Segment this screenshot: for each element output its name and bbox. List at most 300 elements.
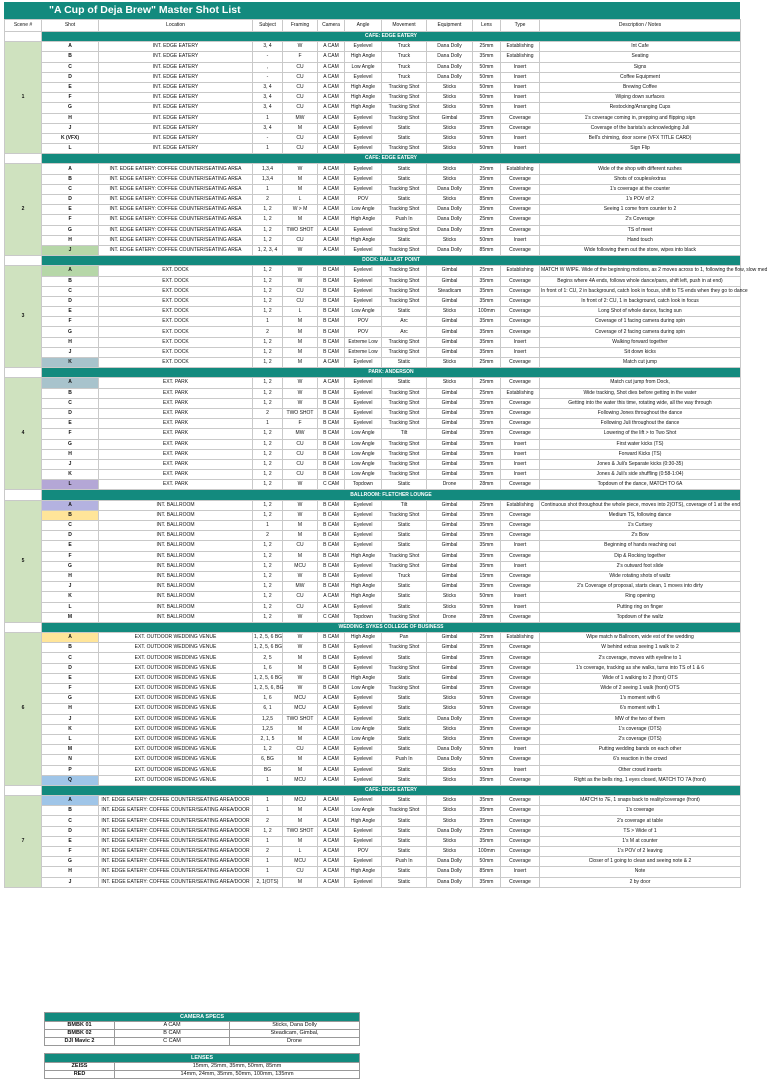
subject-cell: 1, 2, 5, 6 BG — [253, 633, 283, 643]
subject-cell: 3, 4 — [253, 103, 283, 113]
subject-cell: 1,3,4 — [253, 164, 283, 174]
section-header-blank — [5, 622, 42, 632]
camera-cell: B CAM — [318, 317, 345, 327]
framing-cell: M — [283, 317, 318, 327]
subject-cell: 1, 2 — [253, 286, 283, 296]
lens-cell: 35mm — [473, 429, 501, 439]
type-cell: Insert — [501, 459, 540, 469]
shot-cell: B — [42, 510, 99, 520]
location-cell: INT. BALLROOM — [99, 551, 253, 561]
framing-cell: W — [283, 164, 318, 174]
framing-cell: W — [283, 500, 318, 510]
equipment-cell: Sticks — [427, 103, 473, 113]
framing-cell: MW — [283, 582, 318, 592]
subject-cell: 1, 2 — [253, 215, 283, 225]
type-cell: Establishing — [501, 388, 540, 398]
location-cell: INT. EDGE EATERY — [99, 42, 253, 52]
table-row — [5, 123, 741, 133]
movement-cell: Tracking Shot — [382, 296, 427, 306]
location-cell: EXT. OUTDOOR WEDDING VENUE — [99, 643, 253, 653]
movement-cell: Static — [382, 174, 427, 184]
lens-cell: 35mm — [473, 449, 501, 459]
section-header — [5, 32, 741, 42]
subject-cell: 2 — [253, 531, 283, 541]
movement-cell: Static — [382, 378, 427, 388]
framing-cell: CU — [283, 439, 318, 449]
camera-cell: B CAM — [318, 633, 345, 643]
description-cell: 1's Curtsey — [540, 521, 741, 531]
type-cell: Coverage — [501, 684, 540, 694]
type-cell: Insert — [501, 93, 540, 103]
lens-cell: 35mm — [473, 643, 501, 653]
section-header — [5, 256, 741, 266]
equipment-cell: Gimbal — [427, 551, 473, 561]
movement-cell: Static — [382, 847, 427, 857]
angle-cell: Eyelevel — [345, 398, 382, 408]
table-row — [5, 612, 741, 622]
location-cell: EXT. OUTDOOR WEDDING VENUE — [99, 704, 253, 714]
camera-cell: A CAM — [318, 62, 345, 72]
equipment-cell: Sticks — [427, 816, 473, 826]
camera-cell: B CAM — [318, 531, 345, 541]
section-header-blank — [5, 256, 42, 266]
description-cell: Medium TS, following dance — [540, 510, 741, 520]
camera-cell: A CAM — [318, 816, 345, 826]
shot-cell: A — [42, 796, 99, 806]
location-cell: EXT. DOCK — [99, 347, 253, 357]
camera-cell: B CAM — [318, 276, 345, 286]
table-row — [5, 398, 741, 408]
section-header — [5, 622, 741, 632]
equipment-cell: Gimbal — [427, 521, 473, 531]
location-cell: EXT. DOCK — [99, 276, 253, 286]
type-cell: Establishing — [501, 42, 540, 52]
framing-cell: CU — [283, 62, 318, 72]
type-cell: Coverage — [501, 734, 540, 744]
subject-cell: 1 — [253, 144, 283, 154]
camera-cell: B CAM — [318, 327, 345, 337]
equipment-cell: Dana Dolly — [427, 205, 473, 215]
lenses-header — [45, 1054, 360, 1063]
camera-cell: A CAM — [318, 52, 345, 62]
description-cell: 1's coverage (OTS) — [540, 724, 741, 734]
camera-spec-row — [45, 1030, 360, 1038]
table-row — [5, 429, 741, 439]
location-cell: EXT. DOCK — [99, 286, 253, 296]
angle-cell: High Angle — [345, 867, 382, 877]
type-cell: Coverage — [501, 205, 540, 215]
equipment-cell: Gimbal — [427, 653, 473, 663]
angle-cell: POV — [345, 195, 382, 205]
movement-cell: Tracking Shot — [382, 663, 427, 673]
description-cell: Hand touch — [540, 235, 741, 245]
equipment-cell: Gimbal — [427, 296, 473, 306]
angle-cell: Eyelevel — [345, 388, 382, 398]
equipment-cell: Drone — [427, 612, 473, 622]
type-cell: Insert — [501, 765, 540, 775]
lens-cell: 28mm — [473, 612, 501, 622]
movement-cell: Tilt — [382, 500, 427, 510]
movement-cell: Static — [382, 704, 427, 714]
equipment-cell: Gimbal — [427, 398, 473, 408]
lens-cell: 50mm — [473, 103, 501, 113]
table-row — [5, 358, 741, 368]
movement-cell: Truck — [382, 42, 427, 52]
angle-cell: Eyelevel — [345, 123, 382, 133]
camera-cell: A CAM — [318, 765, 345, 775]
lens-cell: 35mm — [473, 714, 501, 724]
camera-cell: B CAM — [318, 286, 345, 296]
description-cell: MW of the two of them — [540, 714, 741, 724]
description-cell: Int Cafe — [540, 42, 741, 52]
camera-cell: B CAM — [318, 449, 345, 459]
description-cell: Wipe match w Ballroom, wide est of the wedding — [540, 633, 741, 643]
equipment-cell: Gimbal — [427, 276, 473, 286]
location-cell: INT. BALLROOM — [99, 521, 253, 531]
type-cell: Insert — [501, 235, 540, 245]
lens-cell: 25mm — [473, 215, 501, 225]
lens-cell: 35mm — [473, 174, 501, 184]
subject-cell: 1, 2 — [253, 347, 283, 357]
shot-cell: N — [42, 755, 99, 765]
description-cell: Coverage of 1 facing camera during spin — [540, 317, 741, 327]
camera-cell: A CAM — [318, 93, 345, 103]
equipment-cell: Gimbal — [427, 571, 473, 581]
description-cell: 1's POV of 2 leaving — [540, 847, 741, 857]
table-row — [5, 694, 741, 704]
location-cell: EXT. OUTDOOR WEDDING VENUE — [99, 724, 253, 734]
lens-cell: 35mm — [473, 684, 501, 694]
angle-cell: Eyelevel — [345, 571, 382, 581]
camera-cell: B CAM — [318, 653, 345, 663]
table-row — [5, 806, 741, 816]
shot-cell: G — [42, 857, 99, 867]
equipment-cell: Sticks — [427, 82, 473, 92]
location-cell: INT. BALLROOM — [99, 571, 253, 581]
type-cell: Insert — [501, 867, 540, 877]
lens-cell: 35mm — [473, 347, 501, 357]
location-cell: INT. BALLROOM — [99, 602, 253, 612]
framing-cell: TWO SHOT — [283, 408, 318, 418]
subject-cell: 1, 2, 5, 6, BG — [253, 684, 283, 694]
lens-cell: 50mm — [473, 694, 501, 704]
shot-cell: G — [42, 439, 99, 449]
location-cell: EXT. PARK — [99, 459, 253, 469]
angle-cell: Eyelevel — [345, 358, 382, 368]
movement-cell: Static — [382, 867, 427, 877]
camera-cell: A CAM — [318, 694, 345, 704]
type-cell: Coverage — [501, 429, 540, 439]
equipment-cell: Sticks — [427, 358, 473, 368]
camera-model: DJI Mavic 2 — [45, 1038, 115, 1046]
framing-cell: TWO SHOT — [283, 714, 318, 724]
equipment-cell: Sticks — [427, 235, 473, 245]
camera-cell: A CAM — [318, 113, 345, 123]
location-cell: INT. EDGE EATERY: COFFEE COUNTER/SEATING AREA/DOOR — [99, 796, 253, 806]
angle-cell: Eyelevel — [345, 714, 382, 724]
lens-cell: 35mm — [473, 582, 501, 592]
equipment-cell: Gimbal — [427, 633, 473, 643]
description-cell: Jones & Juli's Separate kicks (0:30-35) — [540, 459, 741, 469]
shot-cell: A — [42, 633, 99, 643]
shot-cell: K (VFX) — [42, 133, 99, 143]
angle-cell: Eyelevel — [345, 245, 382, 255]
scene-number: 6 — [5, 633, 42, 786]
angle-cell: Extreme Low — [345, 337, 382, 347]
table-row — [5, 52, 741, 62]
camera-cell: B CAM — [318, 459, 345, 469]
framing-cell: F — [283, 52, 318, 62]
angle-cell: Eyelevel — [345, 225, 382, 235]
lens-cell: 35mm — [473, 541, 501, 551]
lens-cell: 35mm — [473, 337, 501, 347]
movement-cell: Tracking Shot — [382, 561, 427, 571]
section-header-blank — [5, 785, 42, 795]
camera-cell: B CAM — [318, 571, 345, 581]
camera-cell: A CAM — [318, 174, 345, 184]
table-row — [5, 93, 741, 103]
angle-cell: High Angle — [345, 235, 382, 245]
lens-cell: 100mm — [473, 847, 501, 857]
camera-equipment: Steadicam, Gimbal, — [230, 1030, 360, 1038]
lens-row — [45, 1063, 360, 1071]
camera-label: A CAM — [115, 1022, 230, 1030]
table-row — [5, 245, 741, 255]
camera-cell: A CAM — [318, 724, 345, 734]
framing-cell: CU — [283, 470, 318, 480]
table-row — [5, 276, 741, 286]
shot-cell: F — [42, 551, 99, 561]
location-cell: EXT. DOCK — [99, 317, 253, 327]
subject-cell: 1, 2 — [253, 561, 283, 571]
camera-cell: A CAM — [318, 704, 345, 714]
table-row — [5, 714, 741, 724]
table-row — [5, 144, 741, 154]
table-row — [5, 307, 741, 317]
lens-brand: ZEISS — [45, 1063, 115, 1071]
subject-cell: 1, 2 — [253, 571, 283, 581]
framing-cell: W — [283, 276, 318, 286]
equipment-cell: Dana Dolly — [427, 62, 473, 72]
framing-cell: MCU — [283, 561, 318, 571]
angle-cell: Eyelevel — [345, 561, 382, 571]
scene-number: 2 — [5, 164, 42, 256]
movement-cell: Static — [382, 796, 427, 806]
angle-cell: Eyelevel — [345, 184, 382, 194]
angle-cell: Eyelevel — [345, 408, 382, 418]
shot-list-sheet — [4, 2, 767, 888]
shot-cell: J — [42, 245, 99, 255]
angle-cell: Eyelevel — [345, 266, 382, 276]
column-header-shot: Shot — [42, 20, 99, 32]
table-row — [5, 459, 741, 469]
location-cell: INT. EDGE EATERY — [99, 113, 253, 123]
angle-cell: Eyelevel — [345, 663, 382, 673]
framing-cell: CU — [283, 867, 318, 877]
lens-cell: 35mm — [473, 205, 501, 215]
equipment-cell: Dana Dolly — [427, 225, 473, 235]
location-cell: INT. EDGE EATERY: COFFEE COUNTER/SEATING AREA/DOOR — [99, 816, 253, 826]
equipment-cell: Sticks — [427, 174, 473, 184]
lens-cell: 35mm — [473, 816, 501, 826]
equipment-cell: Gimbal — [427, 459, 473, 469]
shot-cell: F — [42, 215, 99, 225]
angle-cell: Eyelevel — [345, 796, 382, 806]
camera-cell: A CAM — [318, 358, 345, 368]
section-header — [5, 368, 741, 378]
camera-cell: A CAM — [318, 82, 345, 92]
camera-cell: A CAM — [318, 602, 345, 612]
subject-cell: - — [253, 52, 283, 62]
type-cell: Insert — [501, 133, 540, 143]
description-cell: 6's reaction in the crowd — [540, 755, 741, 765]
movement-cell: Tracking Shot — [382, 398, 427, 408]
table-row — [5, 347, 741, 357]
angle-cell: High Angle — [345, 816, 382, 826]
location-cell: EXT. DOCK — [99, 337, 253, 347]
framing-cell: MCU — [283, 694, 318, 704]
angle-cell: Eyelevel — [345, 877, 382, 887]
movement-cell: Tracking Shot — [382, 144, 427, 154]
type-cell: Coverage — [501, 816, 540, 826]
shot-cell: P — [42, 765, 99, 775]
subject-cell: 1, 6 — [253, 694, 283, 704]
shot-cell: D — [42, 195, 99, 205]
framing-cell: M — [283, 123, 318, 133]
camera-model: BMBK 02 — [45, 1030, 115, 1038]
movement-cell: Static — [382, 745, 427, 755]
camera-cell: A CAM — [318, 867, 345, 877]
table-row — [5, 205, 741, 215]
angle-cell: Low Angle — [345, 429, 382, 439]
lens-cell: 35mm — [473, 775, 501, 785]
equipment-cell: Sticks — [427, 694, 473, 704]
camera-cell: B CAM — [318, 663, 345, 673]
location-cell: EXT. PARK — [99, 398, 253, 408]
shot-cell: G — [42, 327, 99, 337]
angle-cell: High Angle — [345, 551, 382, 561]
movement-cell: Tilt — [382, 429, 427, 439]
type-cell: Coverage — [501, 327, 540, 337]
location-cell: EXT. OUTDOOR WEDDING VENUE — [99, 673, 253, 683]
angle-cell: High Angle — [345, 673, 382, 683]
movement-cell: Static — [382, 582, 427, 592]
location-cell: INT. EDGE EATERY: COFFEE COUNTER/SEATING AREA — [99, 205, 253, 215]
camera-cell: B CAM — [318, 439, 345, 449]
location-cell: EXT. PARK — [99, 480, 253, 490]
angle-cell: Eyelevel — [345, 653, 382, 663]
table-row — [5, 439, 741, 449]
subject-cell: 6, BG — [253, 755, 283, 765]
subject-cell: - — [253, 72, 283, 82]
angle-cell: Eyelevel — [345, 500, 382, 510]
framing-cell: CU — [283, 144, 318, 154]
location-cell: EXT. PARK — [99, 419, 253, 429]
lens-cell: 50mm — [473, 62, 501, 72]
movement-cell: Tracking Shot — [382, 266, 427, 276]
location-cell: EXT. OUTDOOR WEDDING VENUE — [99, 663, 253, 673]
equipment-cell: Sticks — [427, 836, 473, 846]
table-row — [5, 419, 741, 429]
lens-cell: 50mm — [473, 765, 501, 775]
type-cell: Coverage — [501, 307, 540, 317]
lens-cell: 100mm — [473, 307, 501, 317]
lens-cell: 50mm — [473, 602, 501, 612]
description-cell: Shots of couples/extras — [540, 174, 741, 184]
equipment-cell: Dana Dolly — [427, 755, 473, 765]
lens-cell: 35mm — [473, 806, 501, 816]
table-row — [5, 745, 741, 755]
framing-cell: M — [283, 215, 318, 225]
lens-cell: 35mm — [473, 439, 501, 449]
framing-cell: W — [283, 684, 318, 694]
subject-cell: 1, 2 — [253, 500, 283, 510]
angle-cell: Low Angle — [345, 459, 382, 469]
table-row — [5, 551, 741, 561]
location-cell: INT. BALLROOM — [99, 510, 253, 520]
equipment-cell: Gimbal — [427, 317, 473, 327]
section-header — [5, 154, 741, 164]
shot-cell: D — [42, 663, 99, 673]
equipment-cell: Gimbal — [427, 449, 473, 459]
shot-cell: F — [42, 847, 99, 857]
location-cell: EXT. PARK — [99, 408, 253, 418]
lens-cell: 35mm — [473, 459, 501, 469]
subject-cell: 1, 2 — [253, 307, 283, 317]
table-row — [5, 327, 741, 337]
equipment-cell: Sticks — [427, 133, 473, 143]
subject-cell: 1,3,4 — [253, 174, 283, 184]
description-cell: Wide tracking, Shot dies before getting in the water — [540, 388, 741, 398]
movement-cell: Tracking Shot — [382, 684, 427, 694]
equipment-cell: Gimbal — [427, 500, 473, 510]
table-row — [5, 215, 741, 225]
subject-cell: 1,2,5 — [253, 724, 283, 734]
framing-cell: CU — [283, 72, 318, 82]
shot-cell: B — [42, 643, 99, 653]
description-cell: Seating — [540, 52, 741, 62]
description-cell: Coffee Equipment — [540, 72, 741, 82]
equipment-cell: Gimbal — [427, 388, 473, 398]
subject-cell: 3, 4 — [253, 42, 283, 52]
location-cell: EXT. PARK — [99, 378, 253, 388]
angle-cell: Eyelevel — [345, 144, 382, 154]
description-cell: 2's Coverage of proposal, starts clean, 1 moves into dirty — [540, 582, 741, 592]
table-row — [5, 541, 741, 551]
framing-cell: M — [283, 337, 318, 347]
angle-cell: Eyelevel — [345, 164, 382, 174]
description-cell: Coverage of the barista's acknowledging Juli — [540, 123, 741, 133]
description-cell: 2 by door — [540, 877, 741, 887]
movement-cell: Tracking Shot — [382, 245, 427, 255]
description-cell: Wide of 2 seeing 1 walk (front) OTS — [540, 684, 741, 694]
shot-cell: E — [42, 541, 99, 551]
description-cell: Continuous shot throughout the whole piece, moves into 2(OTS), coverage of 1 at the end — [540, 500, 741, 510]
section-title: CAFE: EDGE EATERY — [42, 154, 741, 164]
description-cell: In front of 2: CU, 1 in background, catch look in focus — [540, 296, 741, 306]
location-cell: INT. EDGE EATERY: COFFEE COUNTER/SEATING AREA — [99, 235, 253, 245]
camera-specs-title: CAMERA SPECS — [45, 1013, 360, 1022]
lens-cell: 35mm — [473, 673, 501, 683]
type-cell: Coverage — [501, 826, 540, 836]
table-row — [5, 673, 741, 683]
movement-cell: Tracking Shot — [382, 286, 427, 296]
framing-cell: W — [283, 266, 318, 276]
movement-cell: Static — [382, 724, 427, 734]
location-cell: EXT. DOCK — [99, 266, 253, 276]
scene-number: 5 — [5, 500, 42, 622]
camera-cell: A CAM — [318, 755, 345, 765]
